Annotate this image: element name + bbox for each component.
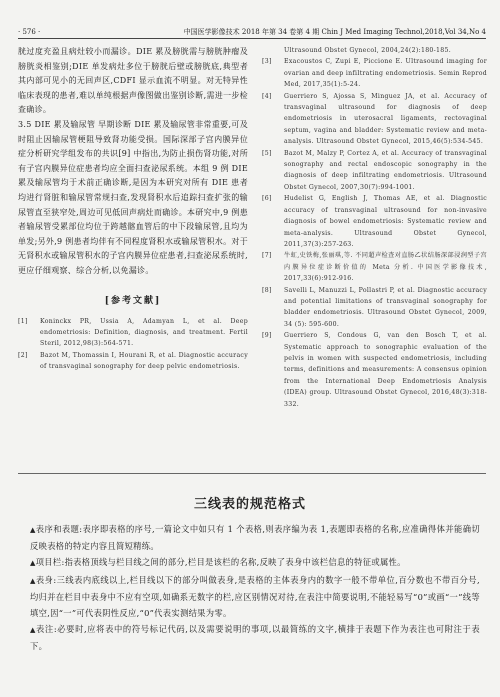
references-title: [参考文献] (104, 295, 162, 306)
reference-number: [3] (262, 58, 272, 66)
reference-item (18, 316, 248, 350)
reference-number: [4] (262, 92, 272, 100)
reference-text: Hudelist G, English J, Thomas AE, et al. Diagnostic accuracy of transvaginal ultrasound for non-invasive diagnosis of bowel endometriosis: Systematic review and meta-analysis. Ultrasound Obstet Gynecol, 2011,37(3):257-263. (284, 195, 487, 248)
reference-text: Savelli L, Manuzzi L, Pollastri P, et al. Diagnostic accuracy and potential limitations of transvaginal sonography for bladder endometriosis. Ultrasound Obstet Gynecol, 2009, 34 (5): 595-600. (284, 286, 487, 328)
reference-text: Bazot M, Malzy P, Cortez A, et al. Accuracy of transvaginal sonography and rectal endoscopic sonography in the diagnosis of deep infiltrating endometriosis. Ultrasound Obstet Gynecol, 2007,30(7):994-1001. (284, 149, 487, 191)
reference-text: Exacoustos C, Zupi E, Piccione E. Ultrasound imaging for ovarian and deep infiltrating endometriosis. Semin Reprod Med, 2017,35(1):5-24. (284, 58, 487, 89)
body-text (18, 45, 248, 279)
body-paragraph: 3.5 DIE 累及输尿管 早期诊断 DIE 累及输尿管非常重要,可及时阻止因输尿管梗阻导致肾功能受损。国际深部子宫内膜异位症分析研究学组发布的共识[9] 中指出,为防止损伤肾功能,对所有子宫内膜异位症患者均应全面扫查泌尿系统。本组 9 例 DIE 累及输尿管均于术前正确诊断,是因为本研究对所有 DIE 患者均进行肾脏和输尿管常规扫查,发现肾积水后追踪扫查扩张的输尿管直至狭窄处,周边可见低回声病灶而确诊。本研究中,9 例患者输尿管受累部位均位于跨越髂血管后的中下段输尿管,且均为单发;另外,9 例患者均伴有不同程度肾积水或输尿管积水。对于无肾积水或输尿管积水的子宫内膜异位症患者,扫查泌尿系统时,更应仔细观察、综合分析,以免漏诊。 (18, 119, 248, 275)
reference-item (262, 148, 487, 194)
reference-number: [1] (18, 317, 28, 325)
reference-number: [2] (18, 351, 28, 359)
reference-text: Guerriero S, Condous G, van den Bosch T, et al. Systematic approach to sonographic evaluation of the pelvis in women with suspected endometriosis, including terms, definitions and measurements: A consensus opinion from the International Deep Endometriosis Analysis (IDEA) group. Ultrasound Obstet Gynecol, 2016,48(3):318-332. (284, 332, 487, 408)
journal-header: 中国医学影像技术 2018 年第 34 卷第 4 期 Chin J Med Imaging Technol,2018,Vol 34,No 4 (183, 28, 486, 36)
references-list-left (18, 316, 248, 373)
triangle-bullet-icon: ▲ (30, 626, 37, 635)
reference-text: 牛虹,史铁梅,张丽琪,等. 不同超声检查对直肠乙状结肠深部浸润型子宫内膜异位症诊断价值的 Meta 分析. 中国医学影像技术, 2017,33(6):912-916. (284, 252, 487, 283)
page-header (18, 27, 486, 37)
triangle-bullet-icon: ▲ (30, 559, 36, 568)
notice-item: ▲项目栏:指表格顶线与栏目线之间的部分,栏目是该栏的名称,反映了表身中该栏信息的特征或属性。 (30, 557, 406, 568)
reference-item (262, 330, 487, 410)
reference-number: [7] (262, 252, 272, 260)
reference-item (262, 250, 487, 284)
page-number: · 576 · (18, 28, 41, 36)
triangle-bullet-icon: ▲ (30, 576, 36, 585)
right-column (262, 45, 487, 410)
header-rule (18, 38, 486, 39)
reference-text: Bazot M, Thomassin I, Hourani R, et al. Diagnostic accuracy of transvaginal sonography for deep pelvic endometriosis. (40, 351, 248, 371)
reference-item (18, 350, 248, 373)
body-paragraph: 胱过度充盈且病灶较小而漏诊。DIE 累及膀胱需与膀胱肿瘤及膀胱炎相鉴别;DIE 单发病灶多位于膀胱后壁或膀胱底,典型者其内部可见小的无回声区,CDFI 显示血流不明显。对无特异性临床表现的患者,难以单纯根据声像图做出鉴别诊断,需进一步检查确诊。 (18, 47, 248, 115)
reference-text: Guerriero S, Ajossa S, Minguez JA, et al. Accuracy of transvaginal ultrasound for diagnosis of deep endometriosis in uterosacral ligaments, rectovaginal septum, vagina and bladder: Systematic review and meta-analysis. Ultrasound Obstet Gynecol, 2015,46(5):534-545. (284, 92, 487, 146)
reference-number (262, 45, 284, 56)
references-list-right (262, 45, 487, 410)
reference-item (262, 193, 487, 250)
triangle-bullet-icon: ▲ (30, 526, 36, 534)
notice-box (30, 521, 480, 655)
reference-item (262, 91, 487, 148)
reference-item (262, 285, 487, 331)
notice-item: ▲表身:三线表内底线以上,栏目线以下的部分叫做表身,是表格的主体表身内的数字一般不带单位,百分数也不带百分号,均归并在栏目中表身中不应有空项,如确系无数字的栏,应区别情况对待,在表注中简要说明,不能轻易写“0”或画“一”线等填空,因“一”可代表阴性反应,“0”代表实测结果为零。 (30, 574, 480, 619)
reference-number: [8] (262, 286, 272, 294)
reference-number: [5] (262, 149, 272, 157)
reference-item (262, 56, 487, 90)
reference-text: Koninckx PR, Ussia A, Adamyan L, et al. Deep endometriosis: Definition, diagnosis, and treatment. Fertil Steril, 2012,98(3):564-571. (40, 317, 248, 348)
reference-number: [6] (262, 195, 272, 203)
reference-number: [9] (262, 332, 272, 340)
notice-item: ▲表序和表题:表序即表格的序号,一篇论文中如只有 1 个表格,则表序编为表 1,表题即表格的名称,应准确得体并能确切反映表格的特定内容且简短精练。 (30, 524, 481, 552)
notice-item: ▲表注:必要时,应将表中的符号标记代码,以及需要说明的事项,以最简练的文字,横排于表题下作为表注也可附注于表下。 (30, 624, 481, 652)
reference-item (262, 45, 487, 56)
reference-text: Ultrasound Obstet Gynecol, 2004,24(2):180-185. (284, 47, 452, 54)
section-divider (18, 473, 486, 474)
notice-title: 三线表的规范格式 (193, 497, 306, 512)
left-column (18, 45, 248, 373)
